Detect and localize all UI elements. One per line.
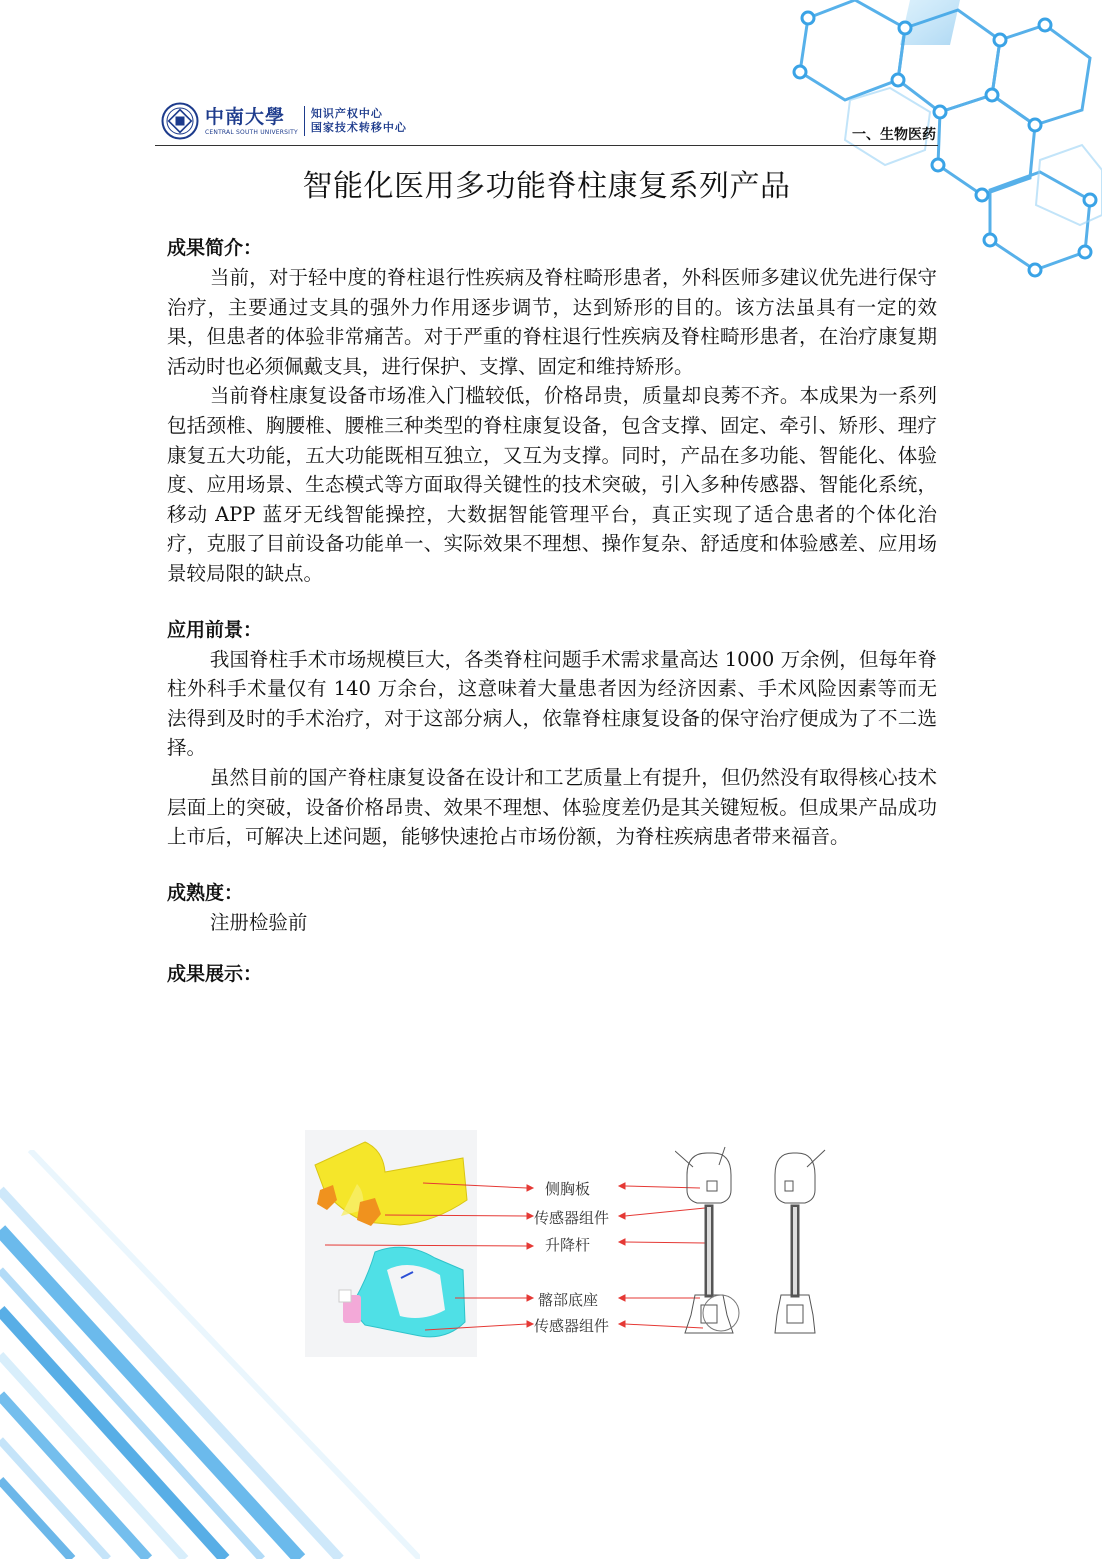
logo-divider bbox=[304, 106, 305, 136]
product-figure bbox=[305, 1130, 850, 1357]
category-label: 一、生物医药 bbox=[852, 127, 936, 143]
figure-label: 侧胸板 bbox=[545, 1180, 591, 1198]
figure-label: 传感器组件 bbox=[534, 1317, 610, 1335]
page-title: 智能化医用多功能脊柱康复系列产品 bbox=[302, 169, 791, 204]
prospect-paragraph: 虽然目前的国产脊柱康复设备在设计和工艺质量上有提升，但仍然没有取得核心技术层面上的突破，设备价格昂贵、效果不理想、体验度差仍是其关键短板。但成果产品成功上市后，可解决上述问题，能够快速抢占市场份额，为脊柱疾病患者带来福音。 bbox=[167, 765, 937, 849]
figure-label: 升降杆 bbox=[545, 1236, 591, 1254]
university-seal-icon bbox=[161, 102, 199, 140]
university-name-cn: 中南大學 bbox=[205, 106, 286, 128]
page-header bbox=[155, 98, 938, 146]
section-heading-intro: 成果简介： bbox=[167, 237, 263, 259]
center-name-line1: 知识产权中心 bbox=[310, 107, 383, 120]
document-body bbox=[167, 233, 937, 989]
maturity-value: 注册检验前 bbox=[209, 910, 308, 934]
section-heading-showcase: 成果展示： bbox=[167, 963, 263, 986]
center-name-line2: 国家技术转移中心 bbox=[310, 121, 407, 134]
section-heading-prospect: 应用前景： bbox=[167, 618, 263, 641]
figure-label: 传感器组件 bbox=[534, 1209, 610, 1227]
figure-label: 髂部底座 bbox=[538, 1291, 599, 1309]
university-logo bbox=[161, 102, 407, 140]
university-name-en: CENTRAL SOUTH UNIVERSITY bbox=[205, 129, 298, 136]
intro-paragraph: 当前，对于轻中度的脊柱退行性疾病及脊柱畸形患者，外科医师多建议优先进行保守治疗，主要通过支具的强外力作用逐步调节，达到矫形的目的。该方法虽具有一定的效果，但患者的体验非常痛苦。对于严重的脊柱退行性疾病及脊柱畸形患者，在治疗康复期活动时也必须佩戴支具，进行保护、支撑、固定和维持矫形。 bbox=[167, 266, 937, 378]
header-rule bbox=[155, 145, 938, 146]
intro-paragraph: 当前脊柱康复设备市场准入门槛较低，价格昂贵，质量却良莠不齐。本成果为一系列包括颈椎、胸腰椎、腰椎三种类型的脊柱康复设备，包含支撑、固定、牵引、矫形、理疗康复五大功能，五大功能既相互独立，又互为支撑。同时，产品在多功能、智能化、体验度、应用场景、生态模式等方面取得关键性的技术突破，引入多种传感器、智能化系统，移动 APP 蓝牙无线智能操控，大数据智能管理平台，真正实现了适合患者的个体化治疗，克服了目前设备功能单一、实际效果不理想、操作复杂、舒适度和体验感差、应用场景较局限的缺点。 bbox=[167, 384, 937, 585]
technical-drawing bbox=[675, 1145, 850, 1357]
prospect-paragraph: 我国脊柱手术市场规模巨大，各类脊柱问题手术需求量高达 1000 万余例，但每年脊柱外科手术量仅有 140 万余台，这意味着大量患者因为经济因素、手术风险因素等而无法得到及时的手术治疗，对于这部分病人，依靠脊柱康复设备的保守治疗便成为了不二选择。 bbox=[167, 647, 937, 760]
section-heading-maturity: 成熟度： bbox=[167, 881, 244, 904]
